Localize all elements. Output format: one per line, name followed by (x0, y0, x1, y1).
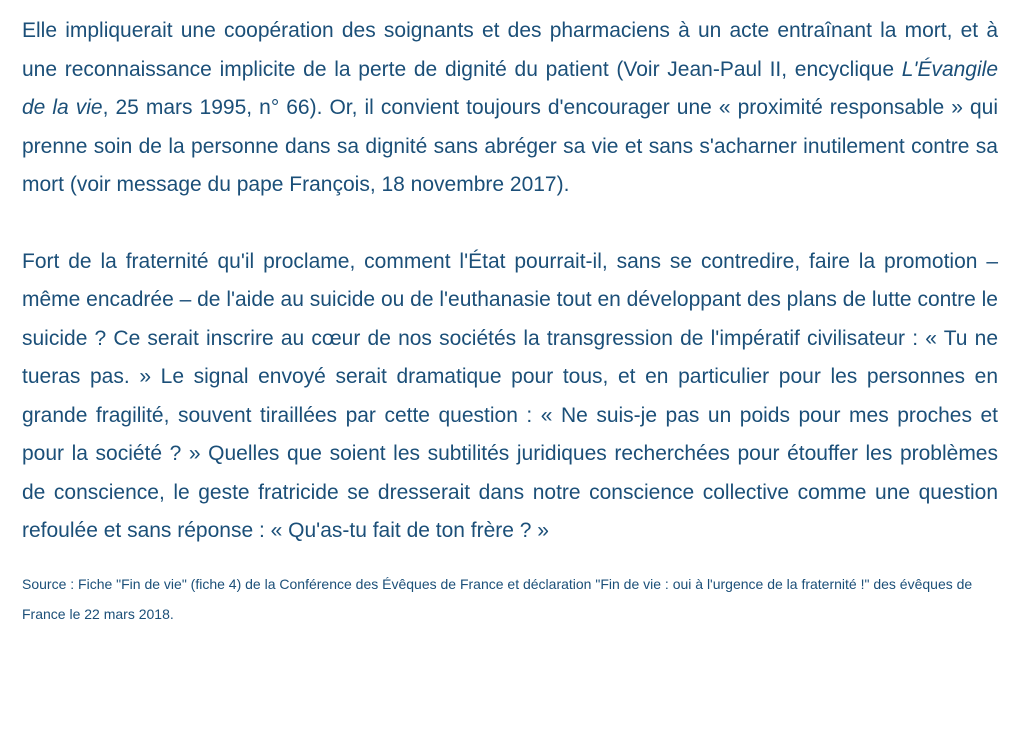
paragraph-1-text-end: , 25 mars 1995, n° 66). Or, il convient toujours d'encourager une « proximité responsable » qui prenne soin de la personne dans sa dignité sans abréger sa vie et sans s'acharner inutilement contre sa mort (voir message du pape François, 18 novembre 2017). (22, 96, 998, 196)
encyclical-title: L'Évangile de la vie (22, 57, 998, 119)
paragraph-1 (22, 12, 998, 205)
paragraph-1-text-start: Elle impliquerait une coopération des soignants et des pharmaciens à un acte entraînant la mort, et à une reconnaissance implicite de la perte de dignité du patient (Voir Jean-Paul II, encyclique (22, 19, 998, 81)
source-note: Source : Fiche "Fin de vie" (fiche 4) de la Conférence des Évêques de France et déclaration "Fin de vie : oui à l'urgence de la fraternité !" des évêques de France le 22 mars 2018. (22, 575, 973, 622)
article-body (22, 12, 998, 629)
paragraph-2: Fort de la fraternité qu'il proclame, comment l'État pourrait-il, sans se contredire, faire la promotion – même encadrée – de l'aide au suicide ou de l'euthanasie tout en développant des plans de lutte contre le suicide ? Ce serait inscrire au cœur de nos sociétés la transgression de l'impératif civilisateur : « Tu ne tueras pas. » Le signal envoyé serait dramatique pour tous, et en particulier pour les personnes en grande fragilité, souvent tiraillées par cette question : « Ne suis-je pas un poids pour mes proches et pour la société ? » Quelles que soient les subtilités juridiques recherchées pour étouffer les problèmes de conscience, le geste fratricide se dresserait dans notre conscience collective comme une question refoulée et sans réponse : « Qu'as-tu fait de ton frère ? » (22, 249, 998, 542)
